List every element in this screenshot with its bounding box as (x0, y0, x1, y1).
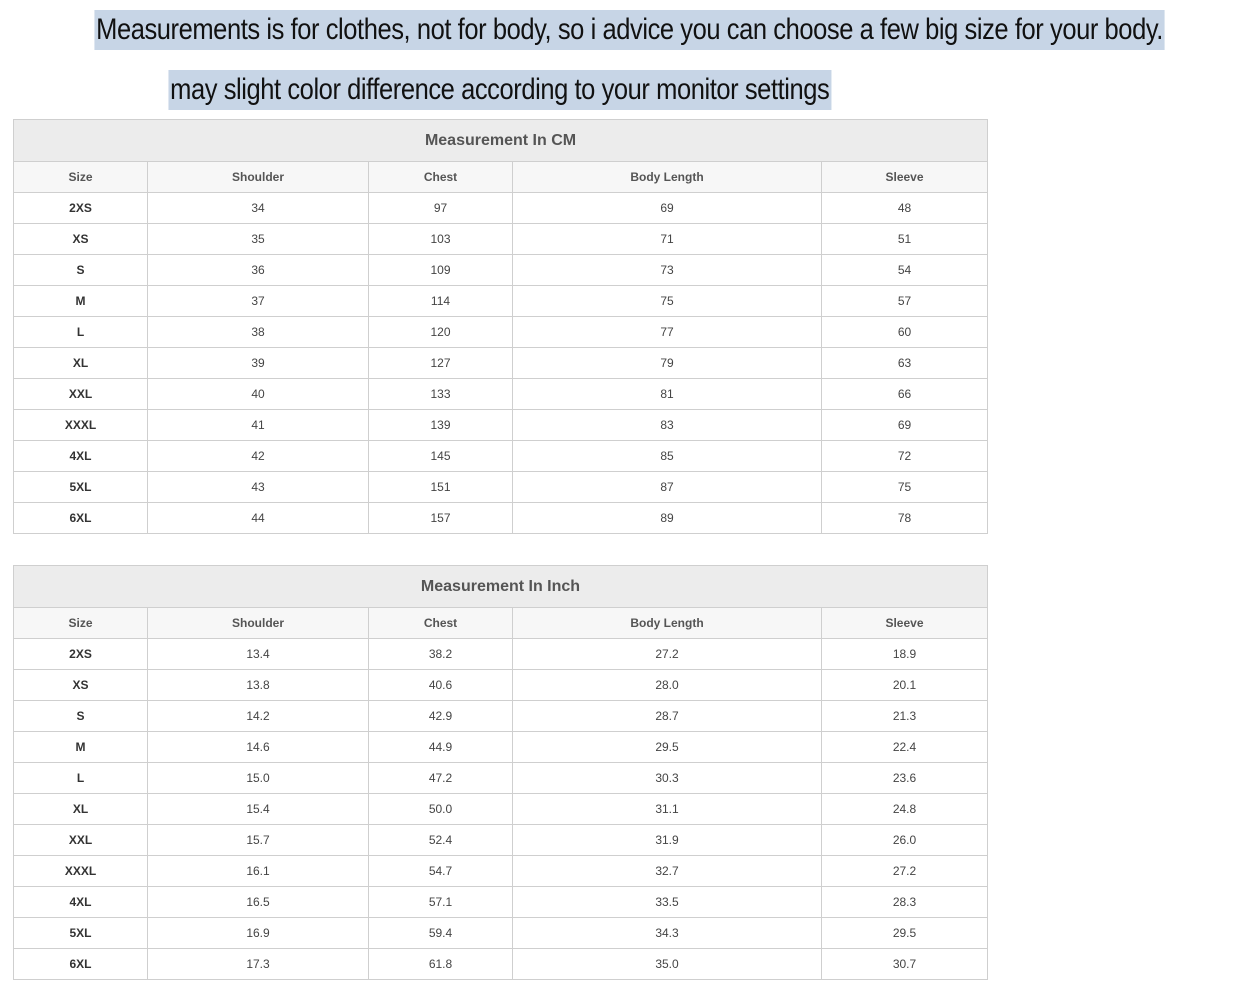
table-row (14, 379, 988, 410)
measurement-cell: 77 (513, 317, 822, 348)
size-cell: 5XL (14, 472, 148, 503)
table-row (14, 825, 988, 856)
measurement-cell: 44.9 (369, 732, 513, 763)
measurement-cell: 26.0 (822, 825, 988, 856)
measurement-cell: 44 (148, 503, 369, 534)
measurement-cell: 75 (513, 286, 822, 317)
table-body (14, 639, 988, 980)
size-cell: XXL (14, 379, 148, 410)
measurement-cell: 42.9 (369, 701, 513, 732)
measurement-cell: 81 (513, 379, 822, 410)
table-row (14, 255, 988, 286)
measurement-cell: 87 (513, 472, 822, 503)
measurement-cell: 52.4 (369, 825, 513, 856)
column-header-size: Size (14, 162, 148, 193)
measurement-cell: 79 (513, 348, 822, 379)
measurement-cell: 28.0 (513, 670, 822, 701)
measurement-cell: 22.4 (822, 732, 988, 763)
column-header-sleeve: Sleeve (822, 162, 988, 193)
measurement-cell: 66 (822, 379, 988, 410)
measurement-cell: 78 (822, 503, 988, 534)
table-title: Measurement In Inch (14, 566, 988, 608)
table-title: Measurement In CM (14, 120, 988, 162)
measurement-cell: 109 (369, 255, 513, 286)
measurement-cell: 72 (822, 441, 988, 472)
measurement-cell: 40.6 (369, 670, 513, 701)
table-row (14, 670, 988, 701)
measurement-cell: 34 (148, 193, 369, 224)
column-header-shoulder: Shoulder (148, 162, 369, 193)
measurement-cell: 145 (369, 441, 513, 472)
measurement-cell: 28.3 (822, 887, 988, 918)
measurement-cell: 73 (513, 255, 822, 286)
measurement-cell: 63 (822, 348, 988, 379)
measurement-cell: 24.8 (822, 794, 988, 825)
measurement-cell: 57.1 (369, 887, 513, 918)
measurement-cell: 16.1 (148, 856, 369, 887)
table-row (14, 348, 988, 379)
measurement-cell: 40 (148, 379, 369, 410)
measurement-cell: 133 (369, 379, 513, 410)
size-cell: XL (14, 348, 148, 379)
table-row (14, 410, 988, 441)
measurement-cell: 29.5 (822, 918, 988, 949)
measurement-cell: 71 (513, 224, 822, 255)
column-header-shoulder: Shoulder (148, 608, 369, 639)
measurement-cell: 28.7 (513, 701, 822, 732)
table-row (14, 856, 988, 887)
measurement-cell: 69 (822, 410, 988, 441)
measurement-cell: 13.4 (148, 639, 369, 670)
size-cell: XXXL (14, 856, 148, 887)
column-header-body-length: Body Length (513, 162, 822, 193)
column-header-chest: Chest (369, 608, 513, 639)
measurement-cell: 35.0 (513, 949, 822, 980)
size-cell: M (14, 286, 148, 317)
table-row (14, 701, 988, 732)
measurement-cell: 41 (148, 410, 369, 441)
size-cell: 4XL (14, 441, 148, 472)
measurement-cell: 39 (148, 348, 369, 379)
measurement-cell: 42 (148, 441, 369, 472)
measurement-cell: 32.7 (513, 856, 822, 887)
measurement-cell: 61.8 (369, 949, 513, 980)
measurement-cell: 33.5 (513, 887, 822, 918)
size-cell: S (14, 255, 148, 286)
measurement-cell: 60 (822, 317, 988, 348)
table-row (14, 732, 988, 763)
column-header-row (14, 608, 988, 639)
column-header-row (14, 162, 988, 193)
measurement-cell: 20.1 (822, 670, 988, 701)
measurement-cell: 120 (369, 317, 513, 348)
measurement-cell: 14.2 (148, 701, 369, 732)
size-table-cm (13, 119, 988, 534)
size-cell: M (14, 732, 148, 763)
measurement-cell: 14.6 (148, 732, 369, 763)
size-cell: L (14, 317, 148, 348)
measurement-cell: 47.2 (369, 763, 513, 794)
table-row (14, 286, 988, 317)
notice-text-line-2: may slight color difference according to your monitor settings (169, 70, 832, 110)
measurement-cell: 51 (822, 224, 988, 255)
measurement-cell: 29.5 (513, 732, 822, 763)
measurement-cell: 50.0 (369, 794, 513, 825)
table-row (14, 503, 988, 534)
table-body (14, 193, 988, 534)
measurement-cell: 27.2 (822, 856, 988, 887)
measurement-cell: 57 (822, 286, 988, 317)
size-cell: 6XL (14, 503, 148, 534)
measurement-cell: 15.7 (148, 825, 369, 856)
measurement-cell: 30.3 (513, 763, 822, 794)
size-cell: XL (14, 794, 148, 825)
size-cell: 2XS (14, 639, 148, 670)
table-row (14, 193, 988, 224)
measurement-cell: 37 (148, 286, 369, 317)
table-row (14, 224, 988, 255)
clothing-measurement-notice (0, 10, 1163, 50)
measurement-cell: 114 (369, 286, 513, 317)
measurement-cell: 23.6 (822, 763, 988, 794)
table-row (14, 887, 988, 918)
column-header-body-length: Body Length (513, 608, 822, 639)
measurement-cell: 59.4 (369, 918, 513, 949)
measurement-cell: 13.8 (148, 670, 369, 701)
size-table-inch (13, 565, 988, 980)
measurement-cell: 157 (369, 503, 513, 534)
measurement-cell: 31.1 (513, 794, 822, 825)
measurement-cell: 34.3 (513, 918, 822, 949)
measurement-cell: 151 (369, 472, 513, 503)
measurement-cell: 30.7 (822, 949, 988, 980)
color-difference-notice (0, 70, 1000, 110)
measurement-cell: 27.2 (513, 639, 822, 670)
size-cell: 4XL (14, 887, 148, 918)
measurement-cell: 75 (822, 472, 988, 503)
measurement-cell: 21.3 (822, 701, 988, 732)
measurement-cell: 54 (822, 255, 988, 286)
measurement-cell: 15.0 (148, 763, 369, 794)
measurement-cell: 16.5 (148, 887, 369, 918)
measurement-cell: 85 (513, 441, 822, 472)
size-cell: XS (14, 224, 148, 255)
measurement-cell: 48 (822, 193, 988, 224)
measurement-cell: 31.9 (513, 825, 822, 856)
table-row (14, 949, 988, 980)
column-header-size: Size (14, 608, 148, 639)
column-header-chest: Chest (369, 162, 513, 193)
size-cell: 6XL (14, 949, 148, 980)
measurement-cell: 36 (148, 255, 369, 286)
measurement-cell: 83 (513, 410, 822, 441)
table-row (14, 472, 988, 503)
size-cell: S (14, 701, 148, 732)
table-row (14, 763, 988, 794)
measurement-cell: 103 (369, 224, 513, 255)
table-row (14, 639, 988, 670)
column-header-sleeve: Sleeve (822, 608, 988, 639)
measurement-cell: 69 (513, 193, 822, 224)
size-cell: L (14, 763, 148, 794)
measurement-cell: 43 (148, 472, 369, 503)
measurement-cell: 18.9 (822, 639, 988, 670)
measurement-cell: 35 (148, 224, 369, 255)
measurement-cell: 139 (369, 410, 513, 441)
table-row (14, 441, 988, 472)
measurement-cell: 38.2 (369, 639, 513, 670)
size-cell: 2XS (14, 193, 148, 224)
measurement-cell: 89 (513, 503, 822, 534)
measurement-cell: 97 (369, 193, 513, 224)
measurement-cell: 15.4 (148, 794, 369, 825)
table-row (14, 794, 988, 825)
notice-text-line-1: Measurements is for clothes, not for body, so i advice you can choose a few big size for your body. (94, 10, 1164, 50)
measurement-cell: 17.3 (148, 949, 369, 980)
measurement-cell: 54.7 (369, 856, 513, 887)
size-cell: XXL (14, 825, 148, 856)
size-cell: 5XL (14, 918, 148, 949)
table-row (14, 918, 988, 949)
table-row (14, 317, 988, 348)
measurement-cell: 16.9 (148, 918, 369, 949)
measurement-cell: 38 (148, 317, 369, 348)
measurement-cell: 127 (369, 348, 513, 379)
size-cell: XXXL (14, 410, 148, 441)
size-cell: XS (14, 670, 148, 701)
